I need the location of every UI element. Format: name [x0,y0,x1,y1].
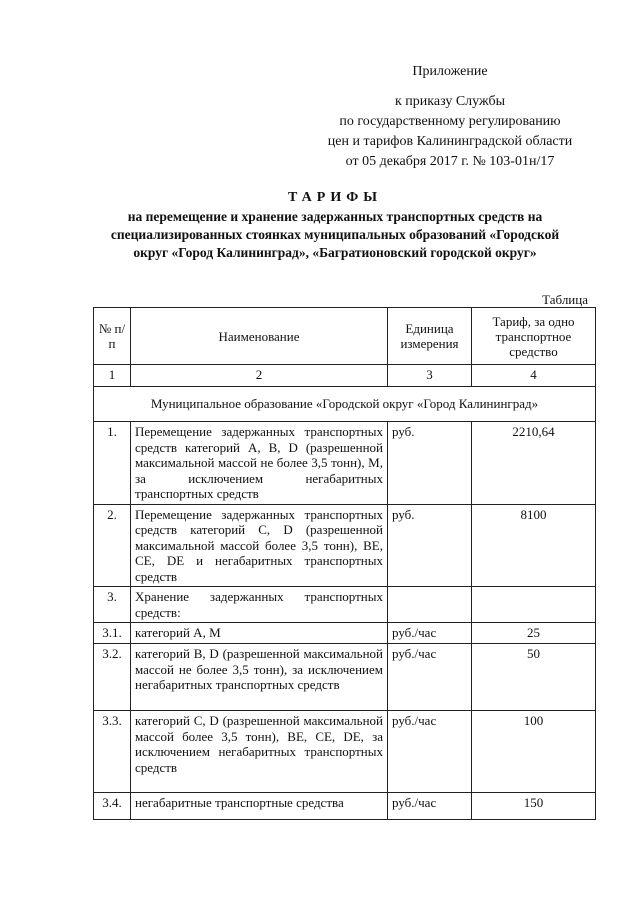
appendix-label: Приложение [412,64,488,79]
row-tariff: 150 [472,793,596,820]
row-unit: руб./час [388,623,472,644]
column-index: 4 [472,365,596,387]
row-unit: руб./час [388,793,472,820]
header-tariff: Тариф, за одно транспортное средство [472,308,596,365]
row-num: 3. [94,587,131,623]
table-row [94,644,596,711]
row-name: категорий B, D (разрешенной максимальной массой не более 3,5 тонн), за исключением негабаритных транспортных средств [131,644,388,711]
table-row [94,504,596,587]
row-unit: руб./час [388,711,472,793]
document-title [95,190,575,262]
agency-line-2: цен и тарифов Калининградской области [327,134,573,149]
header-unit: Единица измерения [388,308,472,365]
row-name: негабаритные транспортные средства [131,793,388,820]
tariffs-table [93,307,596,820]
row-tariff: 2210,64 [472,422,596,505]
row-num: 3.2. [94,644,131,711]
row-tariff [472,587,596,623]
table-row [94,793,596,820]
row-tariff: 8100 [472,504,596,587]
column-index: 3 [388,365,472,387]
table-row [94,711,596,793]
row-unit [388,587,472,623]
row-tariff: 100 [472,711,596,793]
row-num: 2. [94,504,131,587]
row-name: категорий C, D (разрешенной максимальной массой более 3,5 тонн), BE, CE, DE, за исключением негабаритных транспортных средств [131,711,388,793]
row-num: 3.3. [94,711,131,793]
section-row [94,387,596,422]
row-unit: руб. [388,504,472,587]
title-subtitle: на перемещение и хранение задержанных транспортных средств на специализированных стоянках муниципальных образований «Городской округ «Город Калининград», «Багратионовский городской округ» [110,209,560,260]
table-row [94,422,596,505]
agency-line-1: по государственному регулированию [339,114,561,129]
row-num: 3.4. [94,793,131,820]
table-label: Таблица [542,292,588,307]
row-name: Хранение задержанных транспортных средств: [131,587,388,623]
column-index: 2 [131,365,388,387]
appendix-header [300,62,600,172]
row-name: категорий A, M [131,623,388,644]
row-tariff: 25 [472,623,596,644]
order-reference: к приказу Службы [395,94,505,109]
table-header-row [94,308,596,365]
title-main: ТАРИФЫ [288,190,382,205]
column-index-row [94,365,596,387]
table-row [94,587,596,623]
row-num: 3.1. [94,623,131,644]
row-num: 1. [94,422,131,505]
table-row [94,623,596,644]
header-num: № п/п [94,308,131,365]
row-tariff: 50 [472,644,596,711]
order-date-number: от 05 декабря 2017 г. № 103-01н/17 [345,154,555,169]
section-title: Муниципальное образование «Городской округ «Город Калининград» [94,387,596,422]
row-unit: руб./час [388,644,472,711]
row-unit: руб. [388,422,472,505]
row-name: Перемещение задержанных транспортных средств категорий A, B, D (разрешенной максимальной массой не более 3,5 тонн), M, за исключением негабаритных транспортных средств [131,422,388,505]
header-name: Наименование [131,308,388,365]
column-index: 1 [94,365,131,387]
row-name: Перемещение задержанных транспортных средств категорий C, D (разрешенной максимальной массой более 3,5 тонн), BE, CE, DE и негабаритных транспортных средств [131,504,388,587]
